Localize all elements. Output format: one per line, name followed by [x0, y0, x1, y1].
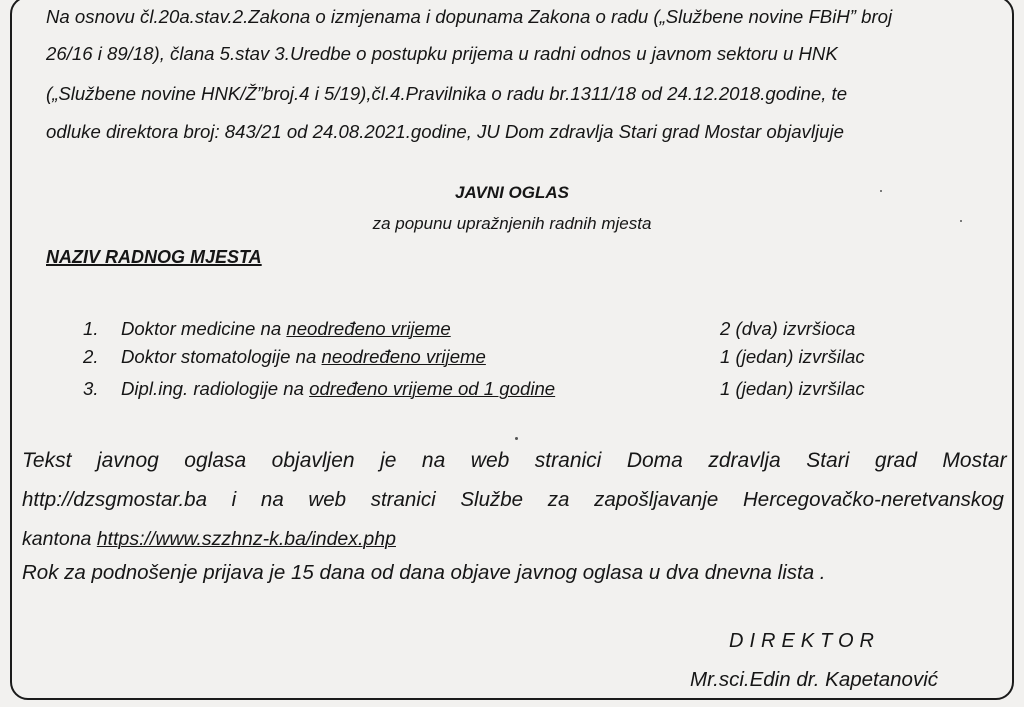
- position-number: 2.: [83, 346, 99, 367]
- scan-speck: [960, 220, 962, 222]
- employment-service-link[interactable]: https://www.szzhnz-k.ba/index.php: [96, 528, 396, 550]
- body-line-2: http://dzsgmostar.ba i na web stranici Službe za zapošljavanje Hercegovačko-neretvanskog: [22, 488, 1004, 511]
- scan-speck: [880, 190, 882, 192]
- position-term: određeno vrijeme od 1 godine: [309, 378, 556, 399]
- signer-name: Mr.sci.Edin dr. Kapetanović: [690, 668, 939, 691]
- position-number: 3.: [83, 378, 99, 399]
- position-count: 2 (dva) izvršioca: [720, 318, 856, 339]
- body-line-3: [22, 528, 396, 551]
- position-number: 1.: [83, 318, 99, 339]
- body-line-4: Rok za podnošenje prijava je 15 dana od dana objave javnog oglasa u dva dnevna lista .: [22, 561, 826, 584]
- body-line-3-prefix: kantona: [22, 528, 97, 550]
- position-title-prefix: Doktor stomatologije na: [121, 346, 322, 367]
- position-title-prefix: Doktor medicine na: [121, 318, 287, 339]
- position-term: neodređeno vrijeme: [286, 318, 451, 339]
- intro-line-4: odluke direktora broj: 843/21 od 24.08.2021.godine, JU Dom zdravlja Stari grad Mostar objavljuje: [46, 121, 844, 142]
- intro-line-3: („Službene novine HNK/Ž”broj.4 i 5/19),čl.4.Pravilnika o radu br.1311/18 od 24.12.2018.godine, te: [46, 83, 848, 104]
- position-count: 1 (jedan) izvršilac: [720, 346, 865, 367]
- position-count: 1 (jedan) izvršilac: [720, 378, 865, 399]
- document-subtitle: za popunu upražnjenih radnih mjesta: [372, 214, 652, 233]
- position-title: [121, 378, 555, 400]
- scan-speck: [515, 437, 518, 440]
- positions-heading: NAZIV RADNOG MJESTA: [46, 247, 262, 267]
- director-label: DIREKTOR: [729, 630, 880, 652]
- position-title-prefix: Dipl.ing. radiologije na: [121, 378, 310, 399]
- position-title: [121, 318, 451, 340]
- position-term: neodređeno vrijeme: [321, 346, 486, 367]
- body-line-1: Tekst javnog oglasa objavljen je na web stranici Doma zdravlja Stari grad Mostar: [22, 449, 1007, 472]
- position-title: [121, 346, 486, 368]
- document-title: JAVNI OGLAS: [455, 183, 569, 202]
- intro-line-1: Na osnovu čl.20a.stav.2.Zakona o izmjenama i dopunama Zakona o radu („Službene novine FBiH” broj: [46, 6, 893, 27]
- intro-line-2: 26/16 i 89/18), člana 5.stav 3.Uredbe o postupku prijema u radni odnos u javnom sektoru u HNK: [46, 43, 838, 64]
